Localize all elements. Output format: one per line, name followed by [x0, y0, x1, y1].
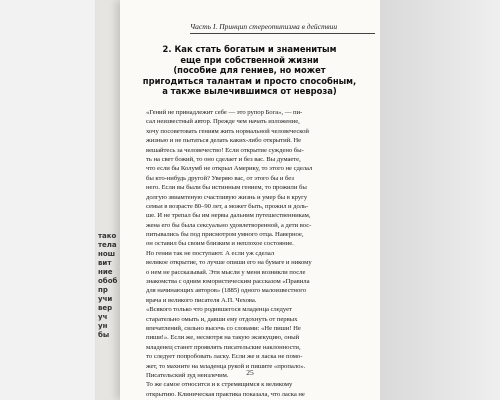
body-line: младенец станет проявлять писательские наклонности,	[146, 343, 301, 351]
left-fragment: тако	[98, 232, 117, 240]
left-fragment: обоб	[98, 277, 118, 285]
background-right	[380, 0, 500, 400]
body-line: он оставил бы своим близким и неплохое состояние.	[146, 240, 294, 248]
body-line: сал неизвестный автор. Прежде чем начать изложение,	[146, 118, 300, 126]
body-line: питывались бы под присмотром умного отца. Наверное,	[146, 231, 304, 239]
body-line: ше. И не трепал бы им нервы дальним путешественникам,	[146, 212, 311, 220]
body-line: что если бы Колумб не открыл Америку, то этого не сделал	[146, 165, 313, 173]
body-line: хочу посоветовать гениям жить нормальной человеческой	[146, 127, 309, 135]
body-line: впечатлений, сильно высечь со словами: «Не пиши! Не	[146, 324, 301, 332]
body-line: жизнью и не пытаться делать каких-либо открытий. Не	[146, 137, 302, 145]
body-line: То же самое относится и к стремящимся к великому	[146, 381, 293, 389]
body-line: для начинающих авторов» (1885) одного малоизвестного	[146, 287, 307, 295]
left-fragment: тела	[98, 241, 117, 249]
running-head: Часть I. Принцип стереотипизма в действии	[190, 22, 375, 34]
body-line: открытию. Клиническая практика показала, что ласка не	[146, 390, 305, 398]
body-line: старательно омыть и, давши ему отдохнуть от первых	[146, 315, 298, 323]
body-line: вешайтесь за человечество! Если открытие суждено бы-	[146, 146, 304, 154]
left-fragment: уч	[98, 313, 108, 321]
body-line: семьи в возрасте 80–90 лет, а может быть, прожил и доль-	[146, 202, 309, 210]
body-line: великое открытие, то лучше опиши его на бумаге и никому	[146, 259, 312, 267]
body-line: жена его бы была сексуально удовлетворенной, а дети вос-	[146, 221, 312, 229]
body-line: то следует попробовать ласку. Если же и ласка не помо-	[146, 353, 303, 361]
body-line: знакомства с одним юмористическим рассказом «Правила	[146, 278, 310, 286]
body-line: ть на свет божий, то оно сделает и без вас. Вы думаете,	[146, 155, 301, 163]
left-fragment: нош	[98, 250, 116, 258]
left-fragment: вит	[98, 259, 112, 267]
right-page	[120, 0, 380, 400]
body-line: бы кто-нибудь другой? Уверяю вас, от этого бы и без	[146, 174, 294, 182]
body-line: о нем не рассказывай. Эти мысли у меня возникли после	[146, 268, 306, 276]
body-line: Но гении так не поступают. А если уж сделал	[146, 249, 275, 257]
body-text	[146, 108, 350, 399]
body-line: жет, то махните на младенца рукой и пишите «пропало».	[146, 362, 306, 370]
heading-line: а также вылечившимся от невроза)	[162, 86, 337, 97]
heading-line: еще при собственной жизни	[180, 54, 319, 65]
body-line: пиши!». Если же, несмотря на такую экзекуцию, оный	[146, 334, 300, 342]
page-number: 25	[246, 368, 254, 377]
left-fragment: пр	[98, 286, 108, 294]
left-fragment: учи	[98, 295, 113, 303]
body-line: него. Если вы были бы истинным гением, то прожили бы	[146, 184, 307, 192]
heading-line: (пособие для гениев, но может	[173, 65, 326, 76]
body-line: «Всякого только что родившегося младенца следует	[146, 306, 292, 314]
body-line: долгую звиамтеную счастливую жизнь и умер бы в кругу	[146, 193, 308, 201]
heading-line: 2. Как стать богатым и знаменитым	[162, 44, 337, 54]
left-fragment: ун	[98, 322, 108, 330]
left-fragment: вер	[98, 304, 113, 312]
body-line: врача и великого писателя А.П. Чехова.	[146, 296, 257, 304]
left-fragment: ние	[98, 268, 113, 276]
body-line: Писательский зуд неизлечим.	[146, 371, 229, 379]
section-heading	[142, 44, 357, 97]
left-fragment: бы	[98, 331, 110, 339]
heading-line: пригодиться талантам и просто способным,	[142, 75, 357, 86]
body-line: «Гений не принадлежит себе — это рупор Бога», — пи-	[146, 109, 303, 116]
